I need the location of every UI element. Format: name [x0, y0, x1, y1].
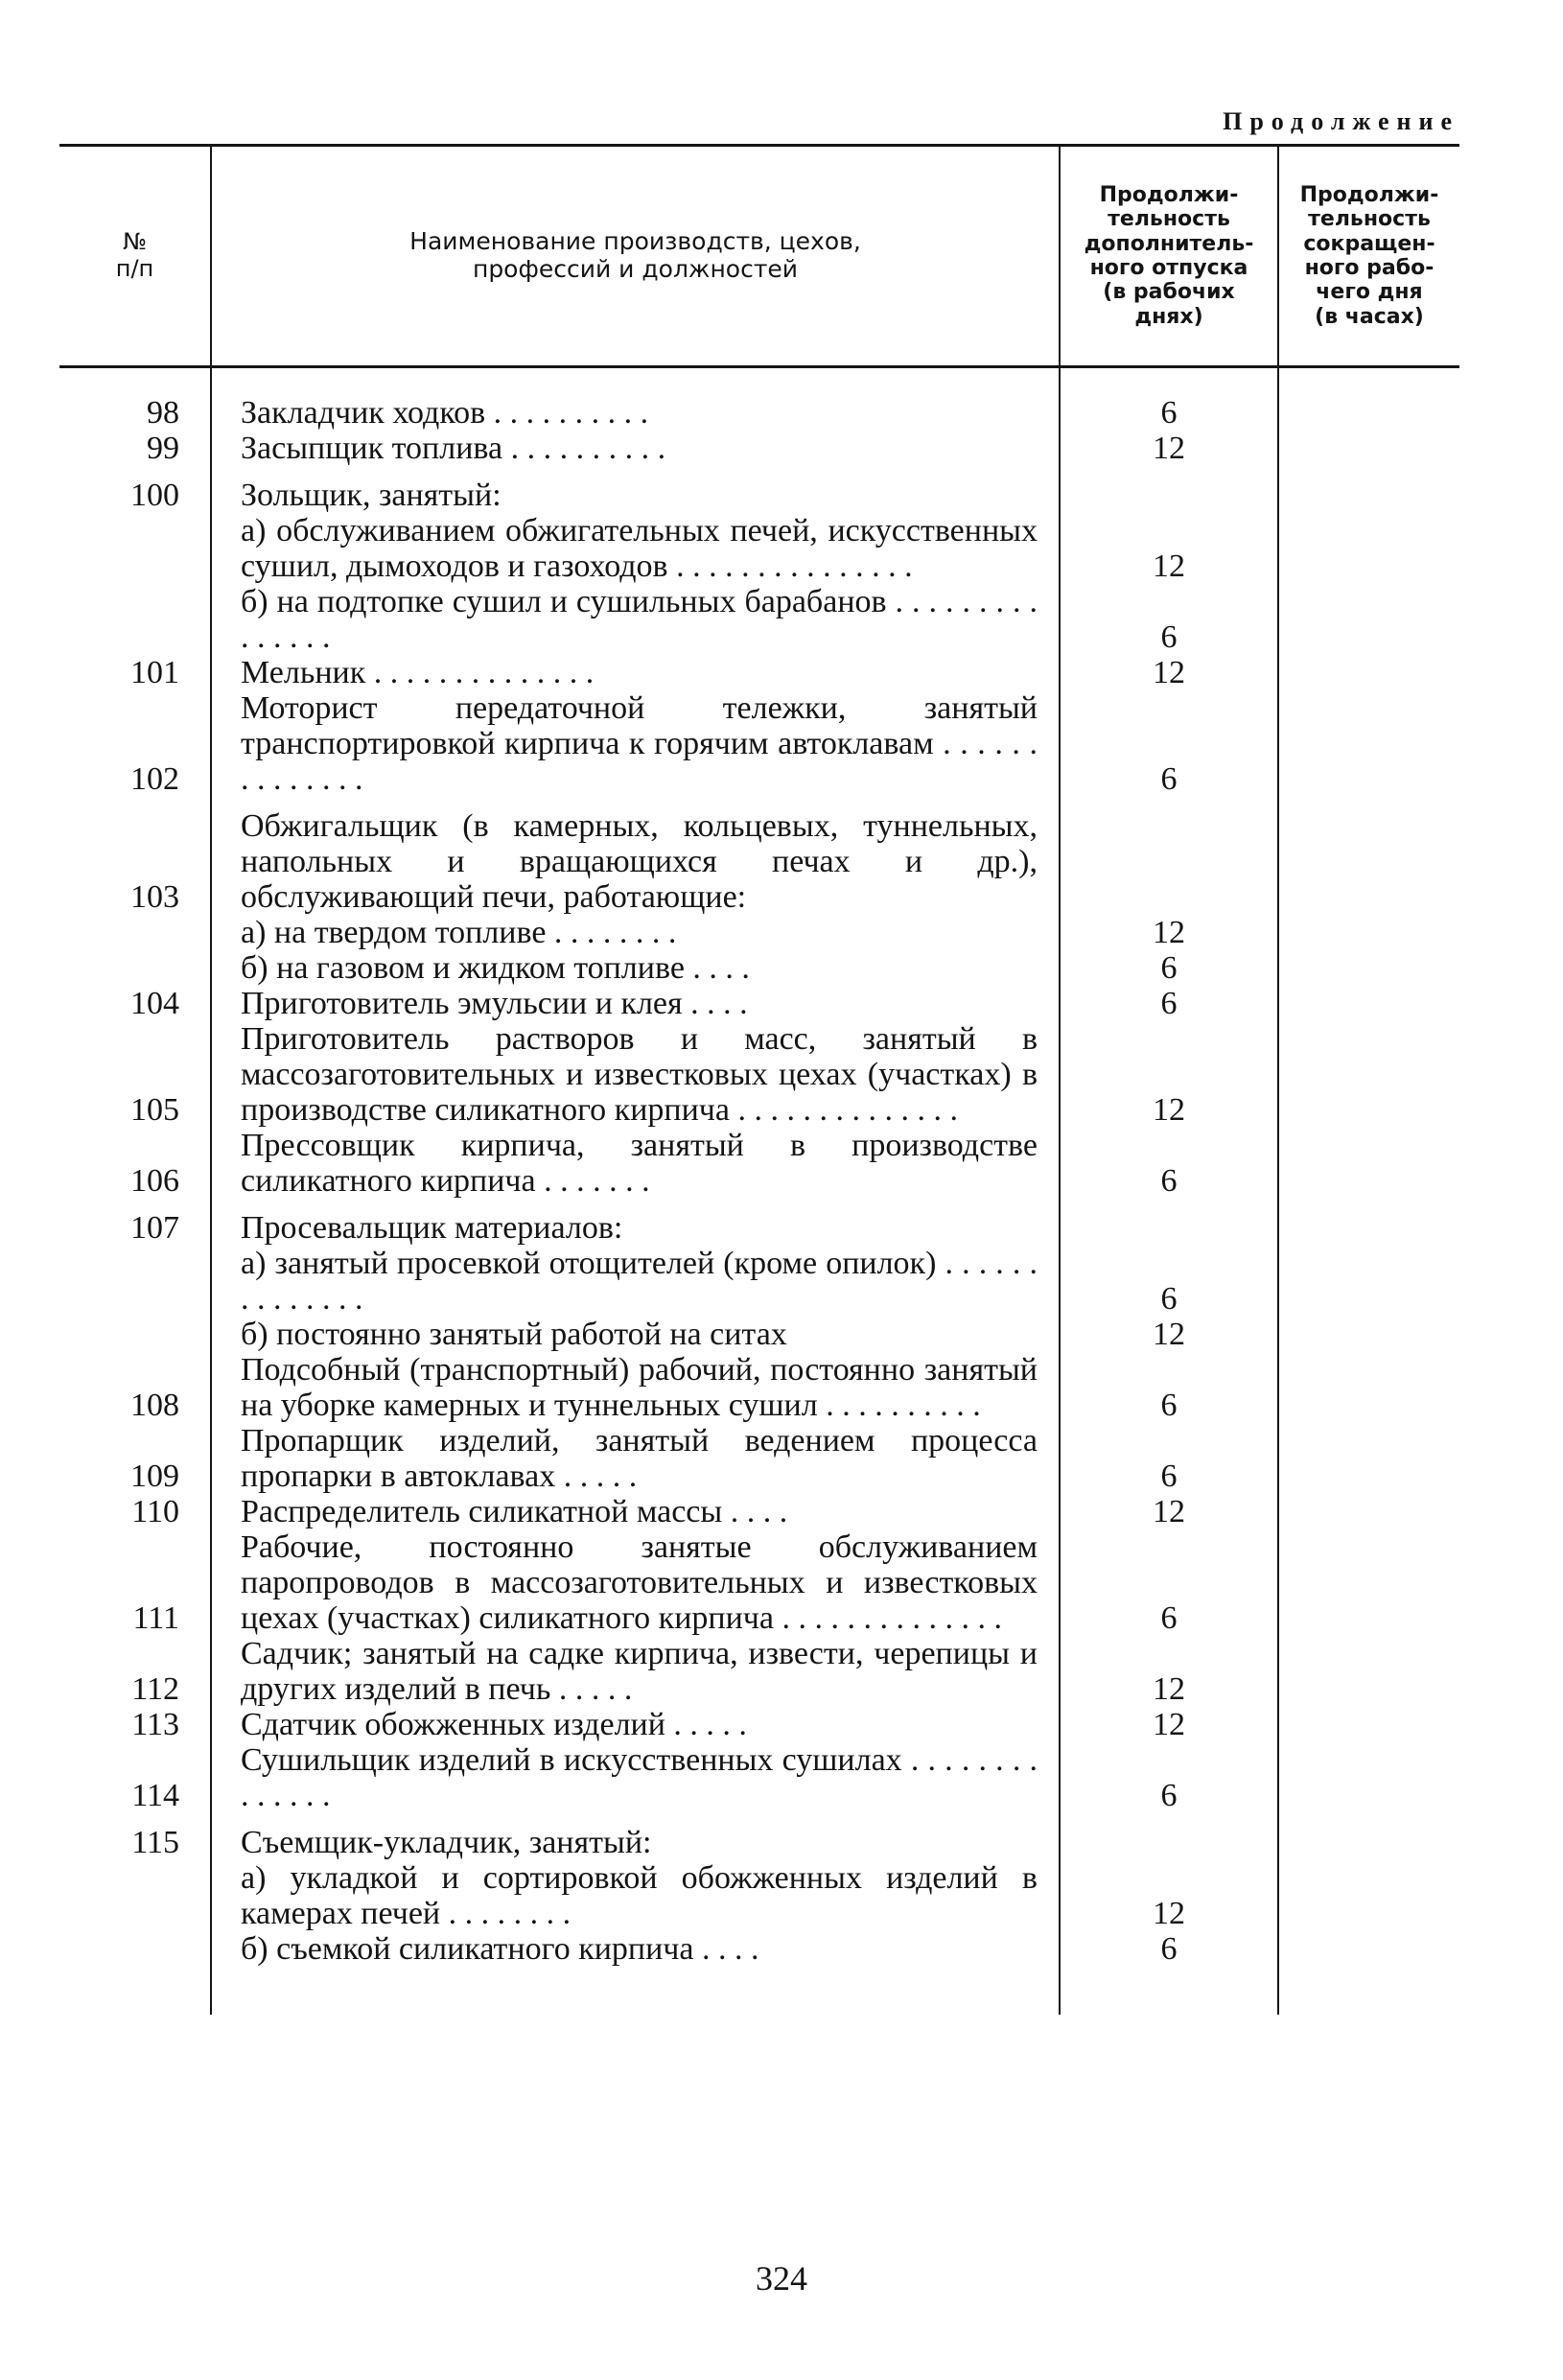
row-extra-leave-days: [1060, 1813, 1278, 1860]
row-name: б) на газовом и жидком топливе . . . .: [211, 950, 1060, 986]
row-extra-leave-days: 12: [1060, 655, 1278, 690]
row-name: Приготовитель эмульсии и клея . . . .: [211, 986, 1060, 1021]
row-name: Садчик; занятый на садке кирпича, извести, черепицы и других изделий в печь . . . . .: [211, 1636, 1060, 1707]
row-name: Засыпщик топлива . . . . . . . . . .: [211, 431, 1060, 466]
row-extra-leave-days: 6: [1060, 1246, 1278, 1317]
row-short-day-hours: [1278, 1423, 1459, 1494]
row-number: [59, 1246, 211, 1317]
table-row: [59, 431, 1459, 466]
table-row: [59, 915, 1459, 950]
table-row: [59, 986, 1459, 1021]
row-name: Распределитель силикатной массы . . . .: [211, 1494, 1060, 1529]
row-short-day-hours: [1278, 1021, 1459, 1128]
table-row: [59, 950, 1459, 986]
row-extra-leave-days: 12: [1060, 1636, 1278, 1707]
row-extra-leave-days: 6: [1060, 1128, 1278, 1199]
table-row: [59, 1931, 1459, 1967]
row-name: а) укладкой и сортировкой обожженных изделий в камерах печей . . . . . . . .: [211, 1860, 1060, 1931]
header-number: № п/п: [59, 146, 211, 367]
row-extra-leave-days: 6: [1060, 1742, 1278, 1813]
row-extra-leave-days: [1060, 1199, 1278, 1246]
row-extra-leave-days: 6: [1060, 690, 1278, 797]
header-short-day: Продолжи- тельность сокращен- ного рабо- чего дня (в часах): [1278, 146, 1459, 367]
row-number: 112: [59, 1636, 211, 1707]
row-name: Пропарщик изделий, занятый ведением процесса пропарки в автоклавах . . . . .: [211, 1423, 1060, 1494]
row-short-day-hours: [1278, 655, 1459, 690]
row-number: [59, 950, 211, 986]
row-short-day-hours: [1278, 1199, 1459, 1246]
row-short-day-hours: [1278, 1352, 1459, 1423]
row-short-day-hours: [1278, 915, 1459, 950]
row-name: Моторист передаточной тележки, занятый транспортировкой кирпича к горячим автоклавам . . . . . . . . . . . . . .: [211, 690, 1060, 797]
table-row: [59, 1317, 1459, 1352]
row-number: 115: [59, 1813, 211, 1860]
row-number: 106: [59, 1128, 211, 1199]
row-number: 114: [59, 1742, 211, 1813]
row-short-day-hours: [1278, 1707, 1459, 1742]
row-extra-leave-days: [1060, 797, 1278, 915]
professions-table-wrapper: [59, 144, 1459, 2015]
table-row: [59, 1813, 1459, 1860]
row-name: а) занятый просевкой отощителей (кроме опилок) . . . . . . . . . . . . . .: [211, 1246, 1060, 1317]
row-extra-leave-days: 12: [1060, 1021, 1278, 1128]
table-row: [59, 655, 1459, 690]
table-row: [59, 1352, 1459, 1423]
row-number: [59, 1931, 211, 1967]
row-number: [59, 584, 211, 655]
row-short-day-hours: [1278, 1317, 1459, 1352]
row-extra-leave-days: 12: [1060, 513, 1278, 584]
table-row: [59, 1021, 1459, 1128]
row-name: Приготовитель растворов и масс, занятый в массозаготовительных и известковых цехах (участках) в производстве силикатного кирпича . . . . . . . . . . . . . .: [211, 1021, 1060, 1128]
table-row: [59, 1742, 1459, 1813]
row-extra-leave-days: 12: [1060, 431, 1278, 466]
row-short-day-hours: [1278, 431, 1459, 466]
row-name: Сушильщик изделий в искусственных сушилах . . . . . . . . . . . . . .: [211, 1742, 1060, 1813]
row-name: Прессовщик кирпича, занятый в производстве силикатного кирпича . . . . . . .: [211, 1128, 1060, 1199]
row-short-day-hours: [1278, 690, 1459, 797]
row-short-day-hours: [1278, 986, 1459, 1021]
row-name: Подсобный (транспортный) рабочий, постоянно занятый на уборке камерных и туннельных сушил . . . . . . . . . .: [211, 1352, 1060, 1423]
table-row: [59, 1860, 1459, 1931]
row-extra-leave-days: 6: [1060, 1423, 1278, 1494]
header-extra-leave: Продолжи- тельность дополнитель- ного отпуска (в рабочих днях): [1060, 146, 1278, 367]
row-short-day-hours: [1278, 1860, 1459, 1931]
row-extra-leave-days: 6: [1060, 986, 1278, 1021]
table-row: [59, 1494, 1459, 1529]
row-name: Зольщик, занятый:: [211, 466, 1060, 513]
row-extra-leave-days: 12: [1060, 1317, 1278, 1352]
professions-table: [59, 144, 1459, 2015]
row-short-day-hours: [1278, 466, 1459, 513]
table-row: [59, 1707, 1459, 1742]
row-extra-leave-days: 6: [1060, 1352, 1278, 1423]
row-number: [59, 915, 211, 950]
row-name: Сдатчик обожженных изделий . . . . .: [211, 1707, 1060, 1742]
row-name: а) обслуживанием обжигательных печей, искусственных сушил, дымоходов и газоходов . . . . . . . . . . . . . . .: [211, 513, 1060, 584]
row-short-day-hours: [1278, 513, 1459, 584]
page-number: 324: [756, 2259, 807, 2298]
row-short-day-hours: [1278, 395, 1459, 431]
row-extra-leave-days: 12: [1060, 915, 1278, 950]
row-number: 101: [59, 655, 211, 690]
row-short-day-hours: [1278, 1246, 1459, 1317]
row-name: Обжигальщик (в камерных, кольцевых, туннельных, напольных и вращающихся печах и др.), обслуживающий печи, работающие:: [211, 797, 1060, 915]
row-number: 107: [59, 1199, 211, 1246]
row-number: 102: [59, 690, 211, 797]
table-row: [59, 797, 1459, 915]
row-name: а) на твердом топливе . . . . . . . .: [211, 915, 1060, 950]
row-number: 100: [59, 466, 211, 513]
row-short-day-hours: [1278, 1931, 1459, 1967]
row-name: б) на подтопке сушил и сушильных барабанов . . . . . . . . . . . . . . .: [211, 584, 1060, 655]
table-row: [59, 466, 1459, 513]
row-number: 103: [59, 797, 211, 915]
row-extra-leave-days: 6: [1060, 395, 1278, 431]
row-number: 104: [59, 986, 211, 1021]
row-extra-leave-days: 12: [1060, 1860, 1278, 1931]
table-row: [59, 1246, 1459, 1317]
row-short-day-hours: [1278, 1494, 1459, 1529]
row-number: [59, 1860, 211, 1931]
row-name: Просевальщик материалов:: [211, 1199, 1060, 1246]
row-short-day-hours: [1278, 584, 1459, 655]
row-name: Закладчик ходков . . . . . . . . . .: [211, 395, 1060, 431]
row-extra-leave-days: 6: [1060, 584, 1278, 655]
row-extra-leave-days: 12: [1060, 1707, 1278, 1742]
row-number: 108: [59, 1352, 211, 1423]
row-number: 99: [59, 431, 211, 466]
table-body: [59, 367, 1459, 2016]
table-row: [59, 1199, 1459, 1246]
table-row: [59, 513, 1459, 584]
table-row: [59, 1128, 1459, 1199]
header-name: Наименование производств, цехов, профессий и должностей: [211, 146, 1060, 367]
table-row: [59, 1423, 1459, 1494]
row-number: 111: [59, 1529, 211, 1636]
table-row: [59, 395, 1459, 431]
continuation-label: Продолжение: [1223, 107, 1459, 135]
row-number: 98: [59, 395, 211, 431]
row-number: [59, 1317, 211, 1352]
row-number: 113: [59, 1707, 211, 1742]
row-short-day-hours: [1278, 950, 1459, 986]
row-name: б) постоянно занятый работой на ситах: [211, 1317, 1060, 1352]
row-number: 109: [59, 1423, 211, 1494]
row-extra-leave-days: 6: [1060, 950, 1278, 986]
row-extra-leave-days: 6: [1060, 1529, 1278, 1636]
row-name: б) съемкой силикатного кирпича . . . .: [211, 1931, 1060, 1967]
row-name: Съемщик-укладчик, занятый:: [211, 1813, 1060, 1860]
row-extra-leave-days: [1060, 466, 1278, 513]
row-short-day-hours: [1278, 797, 1459, 915]
table-header-row: [59, 146, 1459, 367]
table-row: [59, 1636, 1459, 1707]
row-name: Мельник . . . . . . . . . . . . . .: [211, 655, 1060, 690]
row-short-day-hours: [1278, 1742, 1459, 1813]
row-short-day-hours: [1278, 1529, 1459, 1636]
row-number: 105: [59, 1021, 211, 1128]
table-row: [59, 584, 1459, 655]
table-row: [59, 1529, 1459, 1636]
row-short-day-hours: [1278, 1636, 1459, 1707]
row-number: [59, 513, 211, 584]
row-extra-leave-days: 12: [1060, 1494, 1278, 1529]
row-short-day-hours: [1278, 1128, 1459, 1199]
row-name: Рабочие, постоянно занятые обслуживанием паропроводов в массозаготовительных и известковых цехах (участках) силикатного кирпича . . . . . . . . . . . . . .: [211, 1529, 1060, 1636]
row-number: 110: [59, 1494, 211, 1529]
row-extra-leave-days: 6: [1060, 1931, 1278, 1967]
table-row: [59, 690, 1459, 797]
row-short-day-hours: [1278, 1813, 1459, 1860]
